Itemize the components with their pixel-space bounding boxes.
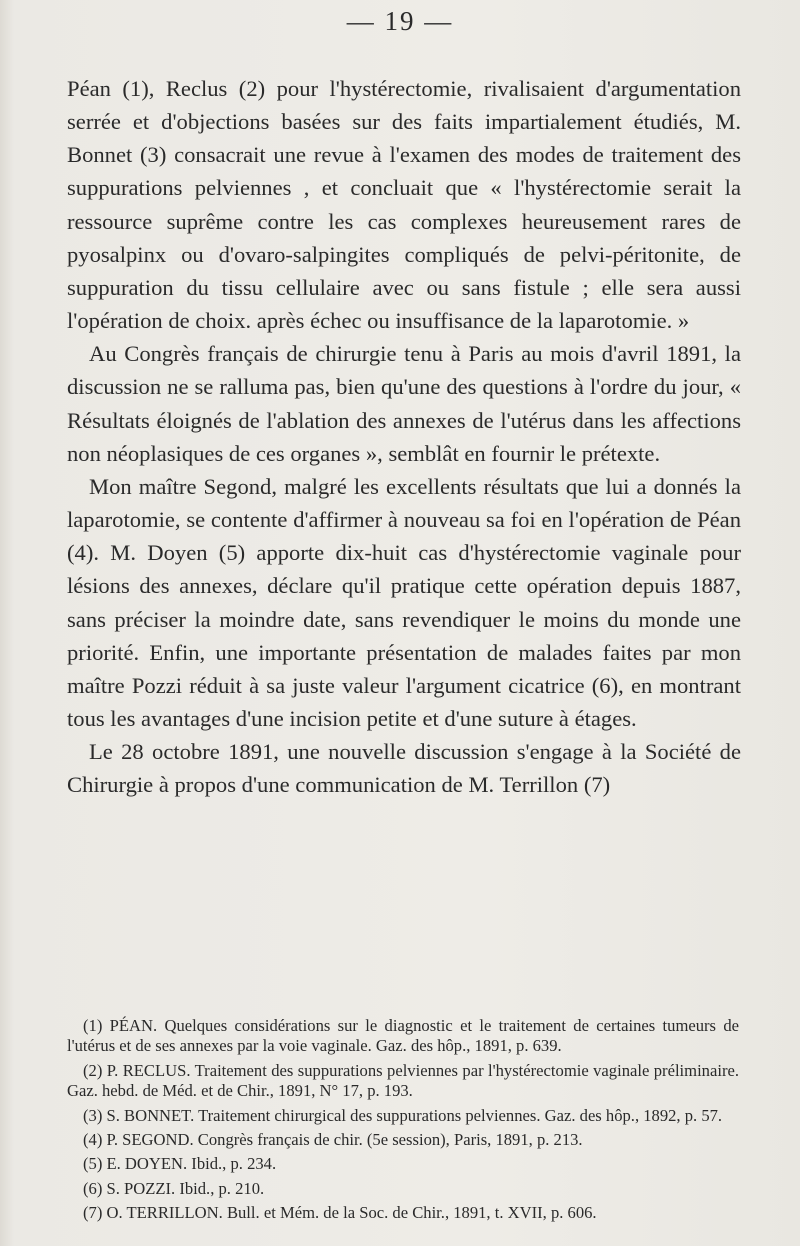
page-number: — 19 — — [346, 6, 454, 36]
footnote: (6) S. POZZI. Ibid., p. 210. — [83, 1178, 265, 1198]
paragraph: Le 28 octobre 1891, une nouvelle discussion s'engage à la Société de Chirurgie à propos d'une communication de M. Terrillon (7) — [67, 739, 741, 798]
footnote: (5) E. DOYEN. Ibid., p. 234. — [83, 1154, 277, 1174]
footnote: (7) O. TERRILLON. Bull. et Mém. de la Soc. de Chir., 1891, t. XVII, p. 606. — [83, 1203, 597, 1223]
footnote: (3) S. BONNET. Traitement chirurgical des suppurations pelviennes. Gaz. des hôp., 1892, p. 57. — [83, 1105, 723, 1125]
main-text — [67, 72, 741, 801]
footnote: (1) PÉAN. Quelques considérations sur le diagnostic et le traitement de certaines tumeurs de l'utérus et de ses annexes par la voie vaginale. Gaz. des hôp., 1891, p. 639. — [67, 1016, 739, 1056]
footnotes — [67, 1016, 739, 1228]
paragraph: Mon maître Segond, malgré les excellents résultats que lui a donnés la laparotomie, se contente d'affirmer à nouveau sa foi en l'opération de Péan (4). M. Doyen (5) apporte dix-huit cas d'hystérectomie vaginale pour lésions des annexes, déclare qu'il pratique cette opération depuis 1887, sans préciser la moindre date, sans revendiquer le moins du monde une priorité. Enfin, une importante présentation de malades faites par mon maître Pozzi réduit à sa juste valeur l'argument cicatrice (6), en montrant tous les avantages d'une incision petite et d'une suture à étages. — [67, 473, 741, 731]
footnote: (2) P. RECLUS. Traitement des suppurations pelviennes par l'hystérectomie vaginale préliminaire. Gaz. hebd. de Méd. et de Chir., 1891, N° 17, p. 193. — [67, 1060, 739, 1101]
paragraph: Au Congrès français de chirurgie tenu à Paris au mois d'avril 1891, la discussion ne se ralluma pas, bien qu'une des questions à l'ordre du jour, « Résultats éloignés de l'ablation des annexes de l'utérus dans les affections non néoplasiques de ces organes », semblât en fournir le prétexte. — [67, 341, 741, 466]
footnote: (4) P. SEGOND. Congrès français de chir. (5e session), Paris, 1891, p. 213. — [83, 1130, 583, 1150]
paragraph: Péan (1), Reclus (2) pour l'hystérectomie, rivalisaient d'argumentation serrée et d'objections basées sur des faits impartialement étudiés, M. Bonnet (3) consacrait une revue à l'examen des modes de traitement des suppurations pelviennes , et concluait que « l'hystérectomie serait la ressource suprême contre les cas complexes heureusement rares de pyosalpinx ou d'ovaro-salpingites compliqués de pelvi-péritonite, de suppuration du tissu cellulaire avec ou sans fistule ; elle sera aussi l'opération de choix. après échec ou insuffisance de la laparotomie. » — [67, 76, 741, 334]
